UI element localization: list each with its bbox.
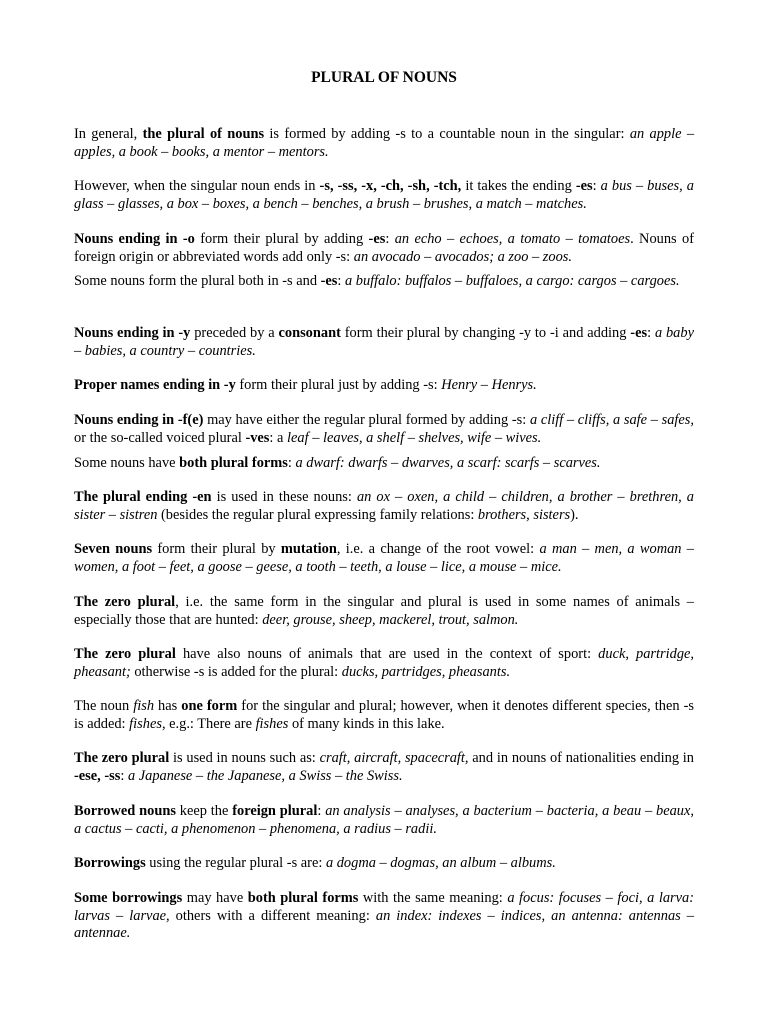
body-text: may have either the regular plural formed by adding -s: [203, 412, 530, 428]
body-text: : [647, 325, 655, 341]
bold-text: -es [575, 178, 593, 194]
italic-example-text: a buffalo: buffalos – buffaloes, a cargo: cargos – cargoes. [345, 273, 680, 289]
body-text: , i.e. the same form in the singular and plural is used in some names of animals – especially those that are hunted: [74, 594, 694, 628]
paragraph-fish [74, 698, 694, 733]
body-text: keep the [175, 803, 233, 819]
body-text: for the singular and plural; however, when it denotes different species, then -s is added: [74, 698, 694, 732]
body-text: or the so-called voiced plural [74, 429, 246, 446]
page-title: PLURAL OF NOUNS [311, 69, 457, 86]
italic-example-text: brothers, sisters [477, 506, 571, 523]
bold-text: The zero plural [74, 594, 176, 610]
body-text: with the same meaning: [358, 890, 508, 906]
bold-text: The plural ending -en [74, 489, 212, 505]
paragraph-o-endings [74, 231, 694, 266]
italic-example-text: an avocado – avocados; a zoo – zoos. [353, 248, 572, 265]
italic-example-text: an index: indexes – indices, an antenna: antennas – antennae. [74, 907, 694, 941]
bold-text: The zero plural [74, 750, 170, 766]
italic-example-text: fishes [129, 715, 162, 732]
bold-text: -ves [245, 429, 270, 446]
bold-text: Seven nouns [74, 541, 153, 557]
body-text: : a [269, 429, 288, 446]
italic-example-text: Henry – Henrys. [441, 377, 537, 393]
bold-text: Nouns ending in -o [74, 231, 195, 247]
bold-text: -ese, -ss [74, 767, 121, 784]
paragraph-regular-borrowings [74, 855, 694, 873]
italic-example-text: deer, grouse, sheep, mackerel, trout, salmon. [262, 611, 519, 628]
paragraph-both-s-es [74, 273, 694, 291]
body-text: : [385, 231, 395, 247]
body-text: , e.g.: There are [161, 715, 256, 732]
body-text: and in nouns of nationalities ending in [468, 750, 694, 766]
body-text: . Nouns of foreign origin or abbreviated words add only -s: [74, 231, 694, 265]
italic-example-text: fishes [255, 715, 289, 732]
italic-example-text: an ox – oxen, a child – children, a brother – brethren, a sister – sistren [74, 489, 694, 523]
body-text: form their plural by adding [194, 231, 369, 247]
body-text: However, when the singular noun ends in [74, 178, 320, 194]
body-text: is used in nouns such as: [169, 750, 320, 766]
bold-text: -es [630, 325, 648, 341]
body-text: preceded by a [190, 325, 279, 341]
paragraph-zero-plural-nationalities [74, 750, 694, 785]
bold-text: Borrowings [74, 855, 146, 871]
bold-text: one form [181, 698, 238, 714]
italic-example-text: an apple – apples, a book – books, a mentor – mentors. [74, 126, 695, 160]
bold-text: The zero plural [74, 646, 176, 662]
bold-text: both plural forms [179, 455, 288, 471]
paragraph-f-endings [74, 412, 694, 447]
bold-text: Some borrowings [74, 890, 183, 906]
paragraph-general [74, 126, 694, 161]
body-text: ). [570, 506, 579, 523]
italic-example-text: a Japanese – the Japanese, a Swiss – the Swiss. [127, 767, 403, 784]
body-text: is formed by adding -s to a countable noun in the singular: [264, 126, 630, 142]
bold-text: the plural of nouns [142, 126, 265, 142]
body-text: : [592, 178, 601, 194]
paragraph-zero-plural-sport [74, 646, 694, 681]
italic-example-text: a baby – babies, a country – countries. [74, 325, 694, 359]
bold-text: mutation [280, 541, 337, 557]
bold-text: consonant [278, 325, 341, 341]
body-text: In general, [74, 126, 143, 142]
bold-text: -es [320, 273, 338, 289]
body-text: Some nouns have [74, 455, 180, 471]
bold-text: Borrowed nouns [74, 803, 176, 819]
body-text: Some nouns form the plural both in -s and [74, 273, 321, 289]
body-text: : [120, 767, 128, 784]
bold-text: -s, -ss, -x, -ch, -sh, -tch, [319, 178, 462, 194]
paragraph-en-ending [74, 489, 694, 524]
paragraph-y-endings [74, 325, 694, 360]
body-text: has [154, 698, 182, 714]
body-text: (besides the regular plural expressing family relations: [157, 506, 478, 523]
body-text: others with a different meaning: [169, 907, 376, 924]
bold-text: both plural forms [247, 890, 359, 906]
body-text: : [337, 273, 345, 289]
italic-example-text: a dogma – dogmas, an album – albums. [325, 855, 556, 871]
italic-example-text: a bus – buses, a glass – glasses, a box – boxes, a bench – benches, a brush – brushes, a match – matches. [74, 178, 694, 212]
body-text: using the regular plural -s are: [145, 855, 326, 871]
body-text: form their plural by [152, 541, 281, 557]
italic-example-text: duck, partridge, pheasant; [74, 646, 694, 680]
bold-text: -es [368, 231, 386, 247]
body-text: may have [182, 890, 248, 906]
italic-example-text: a cliff – cliffs, a safe – safes, [529, 412, 694, 428]
body-text: otherwise -s is added for the plural: [130, 663, 342, 680]
bold-text: foreign plural [232, 803, 318, 819]
bold-text: Proper names ending in -y [74, 377, 236, 393]
bold-text: Nouns ending in -y [74, 325, 191, 341]
body-text: , i.e. a change of the root vowel: [336, 541, 540, 557]
body-text: The noun [74, 698, 134, 714]
body-text: have also nouns of animals that are used in the context of sport: [175, 646, 599, 662]
paragraph-both-plural-forms [74, 455, 694, 473]
paragraph-mutation [74, 541, 694, 576]
paragraph-sibilant-endings [74, 178, 694, 213]
body-text: : [317, 803, 326, 819]
body-text: form their plural just by adding -s: [235, 377, 442, 393]
italic-example-text: an analysis – analyses, a bacterium – bacteria, a beau – beaux, a cactus – cacti, a phenomenon – phenomena, a radius – radii. [74, 803, 694, 837]
italic-example-text: a dwarf: dwarfs – dwarves, a scarf: scarfs – scarves. [295, 455, 601, 471]
italic-example-text: craft, aircraft, spacecraft, [319, 750, 469, 766]
italic-example-text: ducks, partridges, pheasants. [341, 663, 511, 680]
body-text: : [287, 455, 296, 471]
body-text: is used in these nouns: [211, 489, 357, 505]
italic-example-text: a focus: focuses – foci, a larva: larvas – larvae, [74, 890, 694, 924]
paragraph-foreign-plural [74, 803, 694, 838]
paragraph-borrowings-both-forms [74, 890, 694, 943]
body-text: it takes the ending [461, 178, 576, 194]
italic-example-text: fish [133, 698, 155, 714]
italic-example-text: an echo – echoes, a tomato – tomatoes [394, 231, 631, 247]
body-text: form their plural by changing -y to -i and adding [340, 325, 631, 341]
italic-example-text: leaf – leaves, a shelf – shelves, wife – wives. [287, 429, 542, 446]
paragraph-zero-plural-animals [74, 594, 694, 629]
paragraph-proper-names [74, 377, 694, 395]
bold-text: Nouns ending in -f(e) [74, 412, 204, 428]
italic-example-text: a man – men, a woman – women, a foot – feet, a goose – geese, a tooth – teeth, a louse – lice, a mouse – mice. [74, 541, 694, 575]
body-text: of many kinds in this lake. [288, 715, 445, 732]
